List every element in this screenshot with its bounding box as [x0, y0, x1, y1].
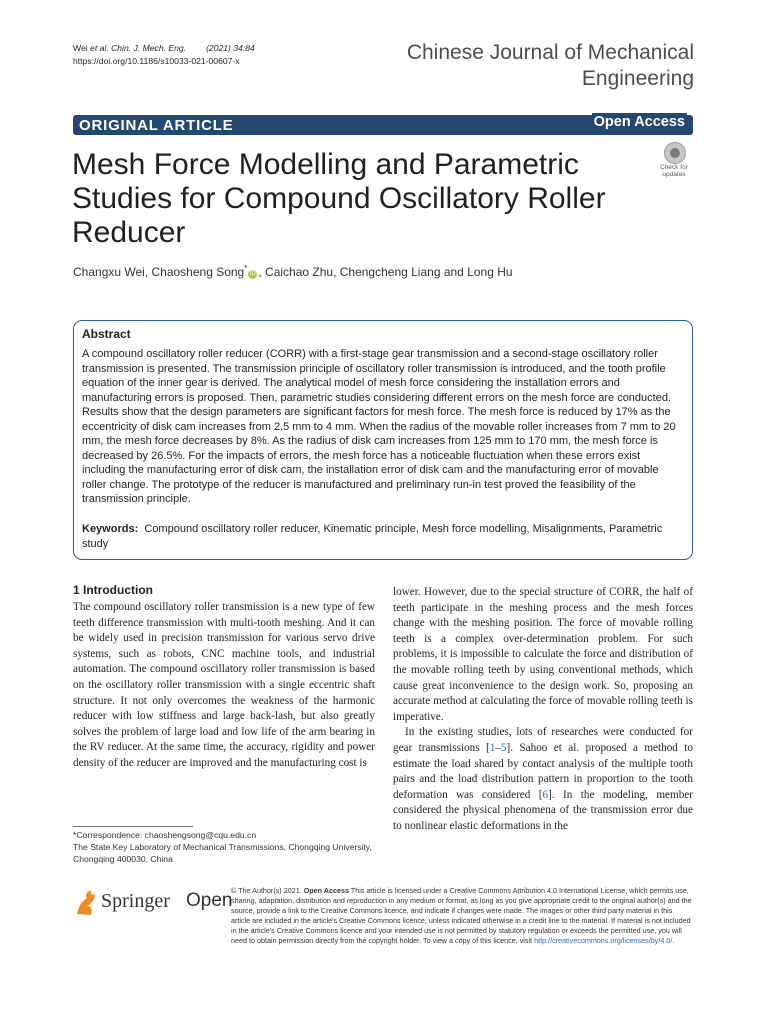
doi-link[interactable]: https://doi.org/10.1186/s10033-021-00607-x [73, 56, 240, 66]
journal-name-line1: Chinese Journal of Mechanical [406, 41, 694, 64]
license-open-access: Open Access [303, 886, 349, 895]
check-updates-icon [664, 142, 686, 164]
abstract-text: A compound oscillatory roller reducer (CORR) with a first-stage gear transmission and a second-stage oscillatory roller transmission is presented. The transmission principle of oscillatory roller transmission is introduced, and the tooth profile equation of the inner gear is derived. The analytical model of mesh force considering the installation errors and manufacturing errors is proposed. Then, parametric studies considering different errors on the mesh force are conducted. Results show that the design parameters are significant factors for mesh force. The mesh force is reduced by 17% as the eccentricity of disk cam increases from 2.5 mm to 4 mm. When the radius of the movable roller increases from 7 mm to 20 mm, the mesh force decreases by 8%. As the radius of disk cam increases from 125 mm to 170 mm, the mesh force is decreased by 26.5%. For the impacts of errors, the mesh force has a noticeable fluctuation when these errors exist including the manufacturing error of disk cam, the installation error of disk cam and the manufacturing error of movable roller change. The prototype of the reducer is manufactured and preliminary run-in test proved the feasibility of the transmission principle. [82, 348, 676, 505]
paragraph-text: In the existing studies, lots of researches were conducted for gear transmissions [ [393, 726, 693, 754]
reference-link[interactable]: 1 [489, 741, 496, 754]
springer-horse-icon [73, 888, 99, 918]
license-prefix: © The Author(s) 2021. [231, 886, 304, 895]
springer-open-logo [73, 886, 233, 922]
citation-year: (2021) 34:84 [206, 43, 255, 53]
authors-after: , Caichao Zhu, Chengcheng Liang and Long Hu [258, 265, 513, 279]
license-body: This article is licensed under a Creative Commons Attribution 4.0 International License, which permits use, sharing, adaptation, distribution and reproduction in any medium or format, as long as you give appropriate credit to the original author(s) and the source, provide a link to the Creative Commons licence, and indicate if changes were made. The images or other third party material in this article are included in the article's Creative Commons licence, unless indicated otherwise in a credit line to the material. If material is not included in the article's Creative Commons licence and your intended use is not permitted by statutory regulation or exceeds the permitted use, you will need to obtain permission directly from the copyright holder. To view a copy of this licence, visit [231, 886, 692, 945]
citation-authors: Wei [73, 43, 91, 53]
body-column-left: The compound oscillatory roller transmission is a new type of few teeth difference transmission with multi-tooth meshing. And it can be widely used in precision transmission for various servo drive systems, such as robots, CNC machine tools, and industrial automation. The compound oscillatory roller transmission is based on the oscillatory roller transmission with a single eccentric shaft structure. It not only overcomes the weakness of the harmonic reducer with low stiffness and large back-lash, but also greatly solves the problem of large load and low life of the arm bearing in the RV reducer. At the same time, the accuracy, rigidity and power density of the reducer are improved and the manufacturing cost is [73, 601, 375, 769]
keywords-text: Compound oscillatory roller reducer, Kinematic principle, Mesh force modelling, Misalignments, Parametric study [82, 523, 663, 550]
license-link[interactable]: http://creativecommons.org/licenses/by/4.0/ [534, 936, 673, 945]
correspondence-email[interactable]: *Correspondence: chaoshengsong@cqu.edu.cn [73, 830, 257, 840]
abstract-heading: Abstract [82, 327, 131, 341]
check-badge-line1: Check for [660, 164, 688, 171]
footnote-divider [73, 826, 193, 827]
body-column-right [393, 585, 693, 835]
paragraph: lower. However, due to the special structure of CORR, the half of teeth participate in the meshing process and the mesh forces change with the meshing position. The force of movable rolling teeth is a complex over-determination problem. For such problems, it is impossible to calculate the force and distribution of the movable rolling teeth by using conventional methods, which cause great inconvenience to the design work. So, proposing an accurate method at calculating the force of movable rolling teeth is imperative. [393, 586, 693, 723]
publisher-name: Springer [101, 890, 170, 912]
open-access-label: Open Access [592, 113, 687, 133]
paragraph [393, 725, 693, 834]
reference-link[interactable]: 5 [500, 741, 507, 754]
article-type-banner [73, 115, 693, 135]
article-title: Mesh Force Modelling and Parametric Studies for Compound Oscillatory Roller Reducer [72, 148, 606, 249]
keywords [82, 522, 686, 551]
footnote [73, 830, 373, 865]
journal-name [407, 40, 694, 92]
paragraph-text: ]. In the modeling, member considered the physical phenomena of the transmission error due to nonlinear elastic deformations in the [393, 788, 693, 832]
ref-dash: – [495, 741, 501, 754]
author-list [73, 264, 513, 279]
check-for-updates-badge[interactable] [652, 140, 696, 180]
authors-before: Changxu Wei, Chaosheng Song [73, 265, 245, 279]
journal-name-line2: Engineering [581, 67, 694, 90]
paragraph-text: ]. Sahoo et al. proposed a method to estimate the load shared by contact analysis of the multiple tooth pairs and the load distribution pattern in proportion to the tooth deformation was considered [ [393, 741, 693, 801]
corresponding-star: * [244, 264, 248, 273]
keywords-label: Keywords: [82, 523, 139, 535]
citation-block [73, 42, 255, 68]
publisher-suffix: Open [186, 890, 233, 911]
citation-journal: et al. Chin. J. Mech. Eng. [90, 43, 187, 53]
license-text [231, 886, 693, 946]
orcid-icon[interactable]: iD [250, 271, 256, 277]
reference-link[interactable]: 6 [542, 788, 549, 801]
affiliation: The State Key Laboratory of Mechanical Transmissions, Chongqing University, Chongqing 400030, China [73, 841, 372, 864]
license-end: . [672, 936, 675, 945]
check-badge-line2: updates [662, 171, 686, 178]
section-heading: 1 Introduction [73, 583, 153, 597]
article-type-label: ORIGINAL ARTICLE [79, 117, 234, 134]
